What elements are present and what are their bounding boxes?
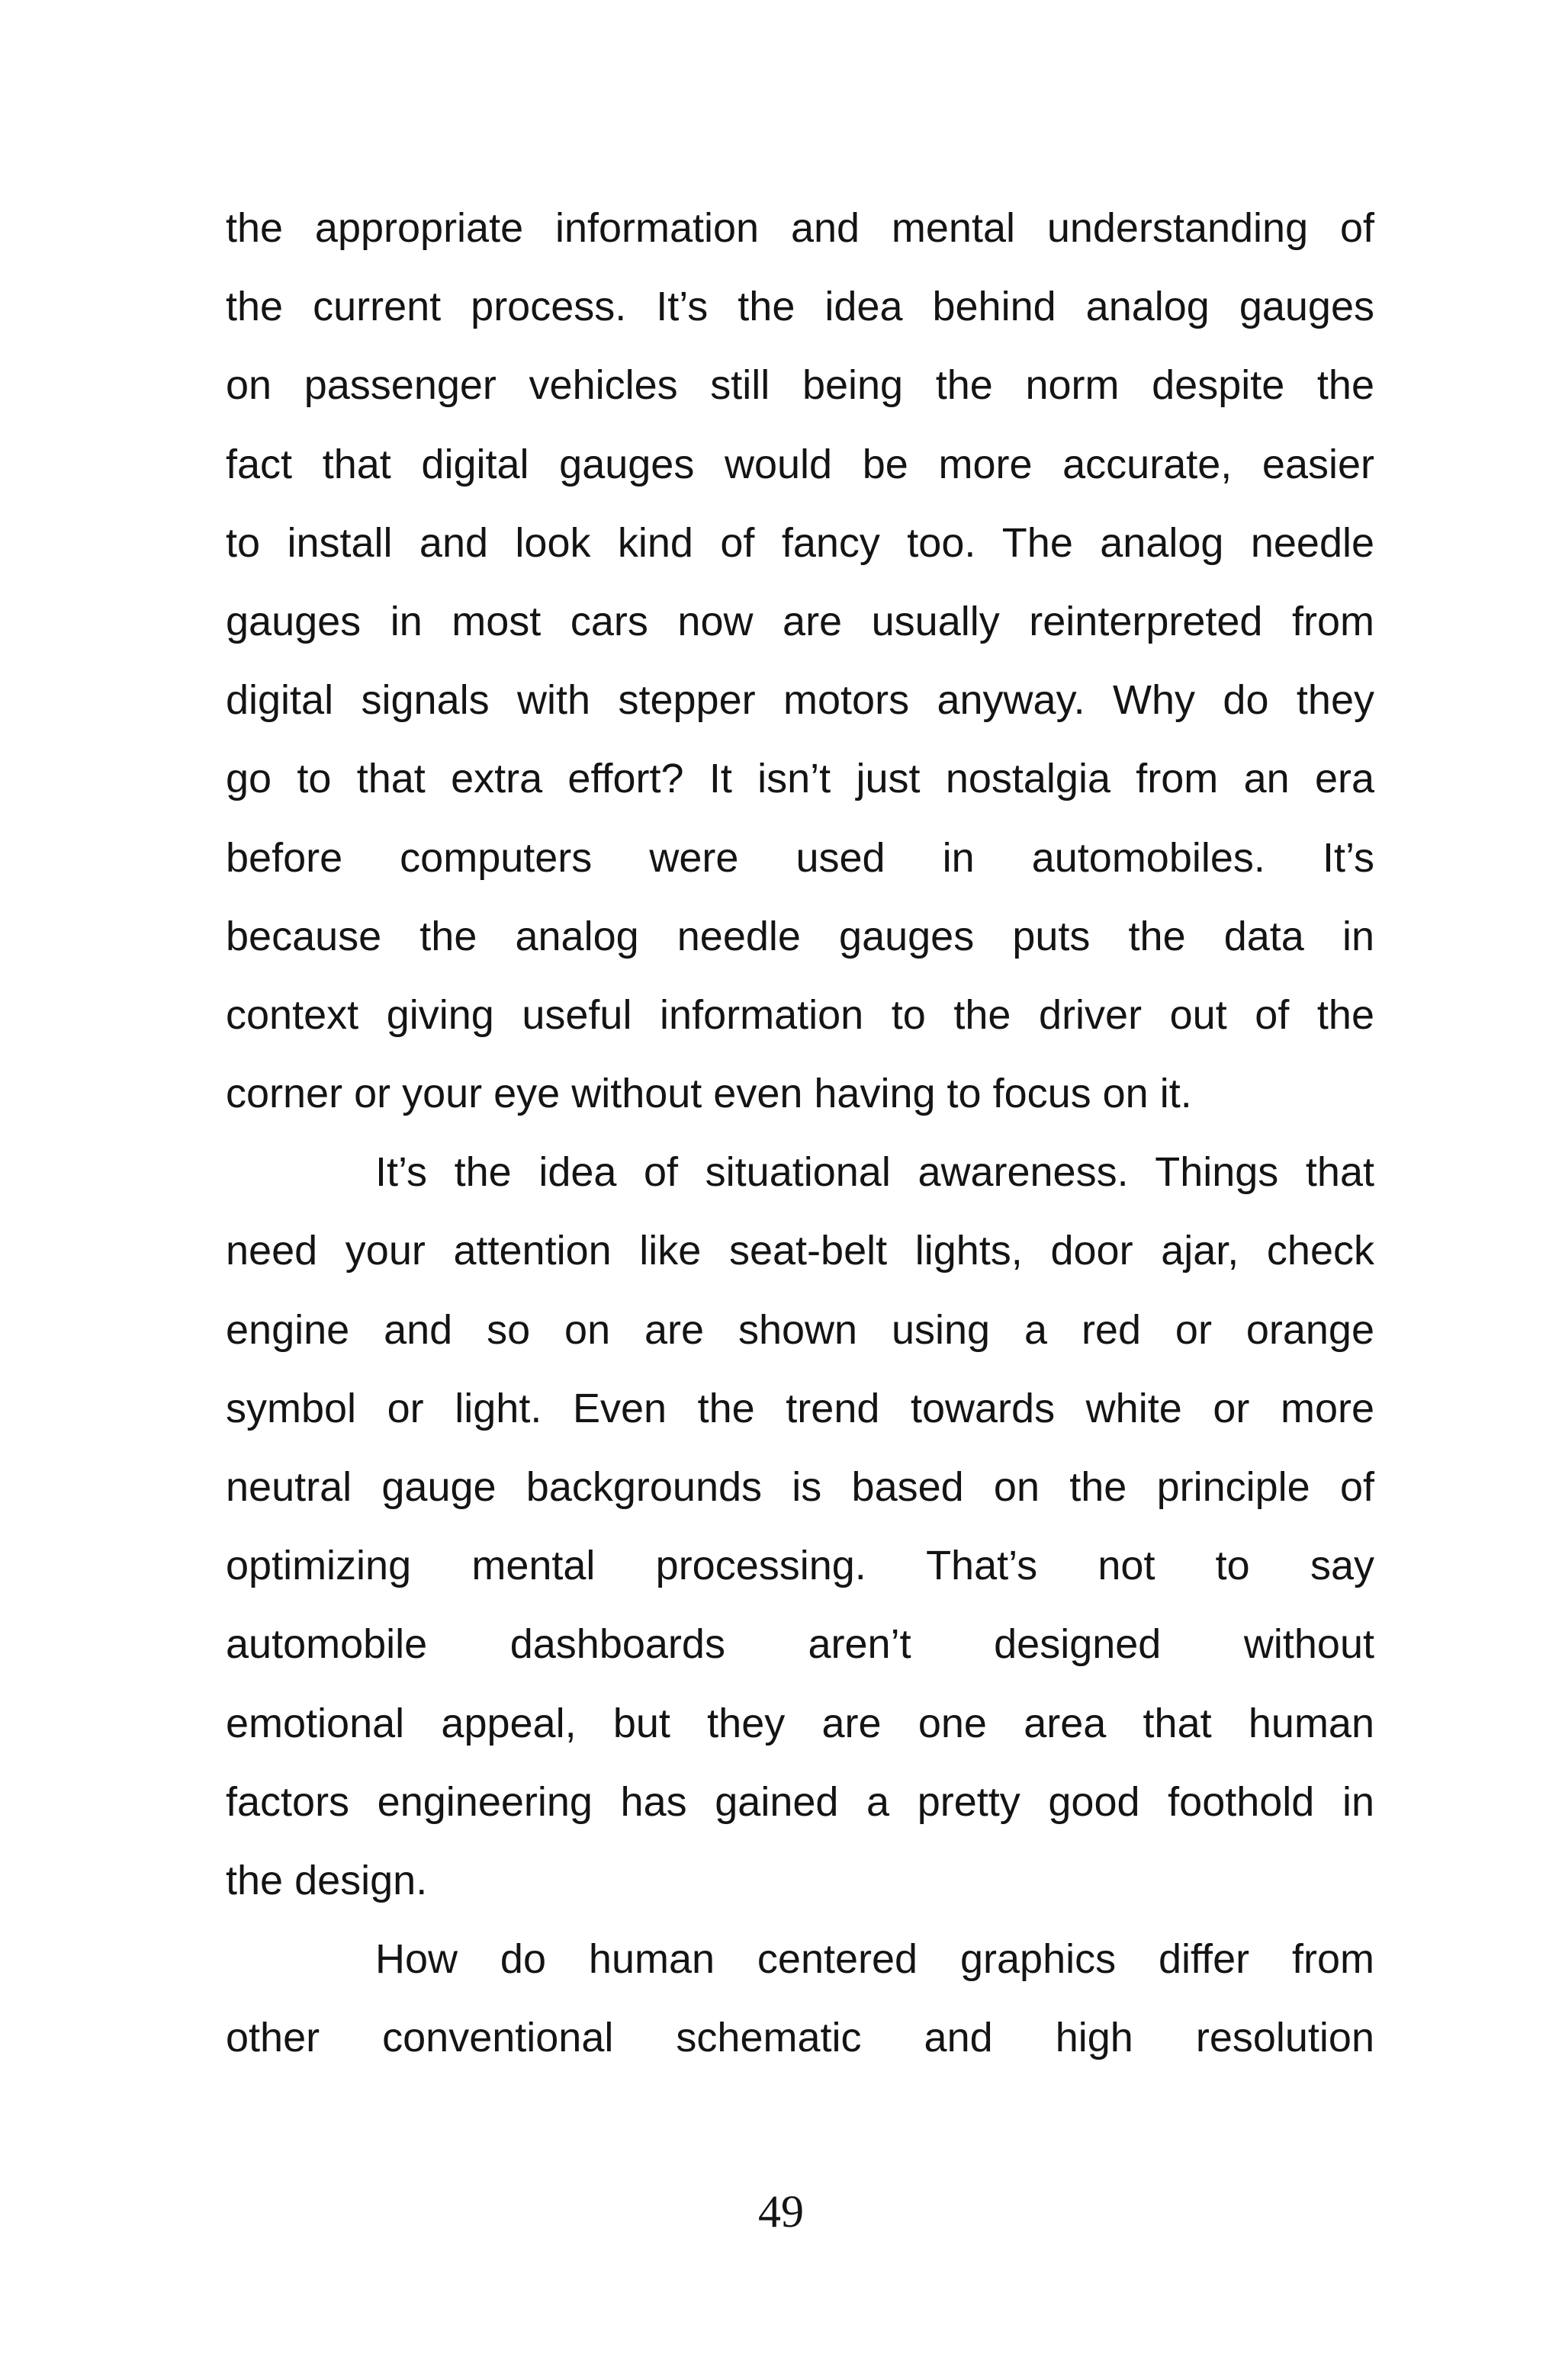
text-line: the design. — [226, 1857, 428, 1903]
page-number: 49 — [758, 2186, 804, 2237]
text-line: on passenger vehicles still being the norm despite the — [226, 362, 1374, 409]
text-line: go to that extra effort? It isn’t just nostalgia from an era — [226, 756, 1374, 802]
text-line: because the analog needle gauges puts the data in — [226, 913, 1374, 959]
text-line: the current process. It’s the idea behind analog gauges — [226, 284, 1374, 330]
text-line: need your attention like seat-belt lights, door ajar, check — [226, 1228, 1374, 1274]
body-text — [226, 189, 1374, 2078]
text-line: context giving useful information to the driver out of the — [226, 991, 1374, 1038]
text-line: digital signals with stepper motors anyway. Why do they — [226, 677, 1374, 724]
text-line: before computers were used in automobiles. It’s — [226, 834, 1374, 881]
text-line: the appropriate information and mental understanding of — [226, 205, 1374, 251]
text-line: neutral gauge backgrounds is based on the principle of — [226, 1464, 1374, 1510]
text-line: corner or your eye without even having to focus on it. — [226, 1071, 1192, 1117]
text-line: other conventional schematic and high resolution — [226, 2015, 1374, 2061]
text-line: automobile dashboards aren’t designed without — [226, 1621, 1374, 1668]
text-line: engine and so on are shown using a red or orange — [226, 1306, 1374, 1353]
text-line: It’s the idea of situational awareness. Things that — [375, 1149, 1374, 1196]
text-line: to install and look kind of fancy too. The analog needle — [226, 519, 1374, 566]
text-line: emotional appeal, but they are one area that human — [226, 1700, 1374, 1746]
text-line: How do human centered graphics differ from — [375, 1936, 1374, 1983]
text-line: fact that digital gauges would be more accurate, easier — [226, 441, 1374, 487]
text-line: gauges in most cars now are usually reinterpreted from — [226, 598, 1374, 644]
text-line: symbol or light. Even the trend towards white or more — [226, 1385, 1374, 1431]
text-line: factors engineering has gained a pretty good foothold in — [226, 1778, 1374, 1825]
text-line: optimizing mental processing. That’s not to say — [226, 1543, 1374, 1589]
